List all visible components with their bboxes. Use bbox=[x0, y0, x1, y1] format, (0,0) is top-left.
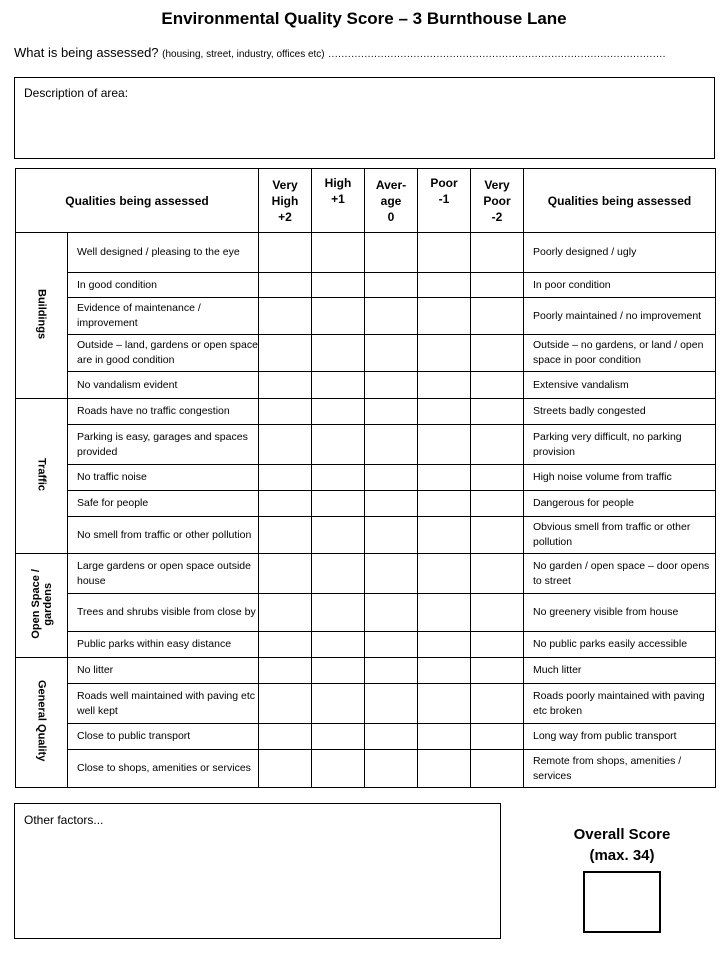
table-row bbox=[16, 273, 716, 298]
score-col-poor: Poor -1 bbox=[418, 169, 471, 233]
score-col-very-high: Very High +2 bbox=[259, 169, 312, 233]
score-col-average: Aver- age 0 bbox=[365, 169, 418, 233]
table-row bbox=[16, 750, 716, 788]
table-row bbox=[16, 425, 716, 465]
score-cell[interactable] bbox=[365, 233, 418, 273]
score-cell[interactable] bbox=[471, 594, 524, 632]
score-cell[interactable] bbox=[312, 298, 365, 335]
negative-quality: In poor condition bbox=[524, 273, 716, 298]
score-cell[interactable] bbox=[418, 750, 471, 788]
score-col-high: High +1 bbox=[312, 169, 365, 233]
score-cell[interactable] bbox=[418, 233, 471, 273]
positive-quality: Well designed / pleasing to the eye bbox=[68, 233, 259, 273]
score-cell[interactable] bbox=[259, 465, 312, 491]
score-cell[interactable] bbox=[259, 335, 312, 372]
page-title: Environmental Quality Score – 3 Burnthouse Lane bbox=[161, 9, 567, 28]
score-cell[interactable] bbox=[259, 632, 312, 658]
negative-quality: Poorly maintained / no improvement bbox=[524, 298, 716, 335]
positive-quality: No litter bbox=[68, 658, 259, 684]
score-cell[interactable] bbox=[471, 517, 524, 554]
score-cell[interactable] bbox=[312, 684, 365, 724]
score-col-very-poor: Very Poor -2 bbox=[471, 169, 524, 233]
score-cell[interactable] bbox=[365, 684, 418, 724]
score-cell[interactable] bbox=[471, 658, 524, 684]
score-cell[interactable] bbox=[418, 632, 471, 658]
score-cell[interactable] bbox=[259, 594, 312, 632]
negative-quality: Much litter bbox=[524, 658, 716, 684]
negative-quality: No garden / open space – door opens to street bbox=[524, 554, 716, 594]
score-cell[interactable] bbox=[471, 554, 524, 594]
score-cell[interactable] bbox=[312, 372, 365, 399]
score-cell[interactable] bbox=[259, 298, 312, 335]
negative-quality: Parking very difficult, no parking provision bbox=[524, 425, 716, 465]
score-cell[interactable] bbox=[365, 750, 418, 788]
score-cell[interactable] bbox=[312, 465, 365, 491]
other-factors-box[interactable] bbox=[14, 803, 501, 939]
score-cell[interactable] bbox=[418, 554, 471, 594]
negative-quality: No public parks easily accessible bbox=[524, 632, 716, 658]
score-cell[interactable] bbox=[471, 465, 524, 491]
overall-score-max: (max. 34) bbox=[589, 847, 655, 864]
score-cell[interactable] bbox=[471, 425, 524, 465]
category-label: Open Space / gardens bbox=[29, 569, 54, 639]
negative-quality: Long way from public transport bbox=[524, 724, 716, 750]
score-cell[interactable] bbox=[418, 298, 471, 335]
score-cell[interactable] bbox=[365, 517, 418, 554]
score-cell[interactable] bbox=[365, 335, 418, 372]
table-row bbox=[16, 594, 716, 632]
category-buildings bbox=[16, 233, 68, 399]
score-cell[interactable] bbox=[418, 399, 471, 425]
table-row bbox=[16, 554, 716, 594]
score-cell[interactable] bbox=[365, 658, 418, 684]
negative-quality: Outside – no gardens, or land / open space in poor condition bbox=[524, 335, 716, 372]
score-cell[interactable] bbox=[312, 399, 365, 425]
category-open-space bbox=[16, 554, 68, 658]
score-cell[interactable] bbox=[471, 233, 524, 273]
score-cell[interactable] bbox=[418, 372, 471, 399]
score-cell[interactable] bbox=[471, 632, 524, 658]
category-label: Traffic bbox=[35, 457, 48, 491]
assessed-fill-line[interactable]: ....................................................................................................... bbox=[328, 49, 666, 60]
score-cell[interactable] bbox=[259, 491, 312, 517]
negative-quality: Streets badly congested bbox=[524, 399, 716, 425]
score-cell[interactable] bbox=[259, 684, 312, 724]
score-cell[interactable] bbox=[471, 750, 524, 788]
table-row bbox=[16, 298, 716, 335]
score-cell[interactable] bbox=[365, 491, 418, 517]
table-header-row bbox=[16, 169, 716, 233]
positive-quality: In good condition bbox=[68, 273, 259, 298]
score-cell[interactable] bbox=[312, 750, 365, 788]
negative-quality: Remote from shops, amenities / services bbox=[524, 750, 716, 788]
positive-quality: Safe for people bbox=[68, 491, 259, 517]
score-cell[interactable] bbox=[365, 632, 418, 658]
score-cell[interactable] bbox=[312, 517, 365, 554]
positive-quality: No vandalism evident bbox=[68, 372, 259, 399]
score-cell[interactable] bbox=[471, 491, 524, 517]
positive-quality: Parking is easy, garages and spaces provided bbox=[68, 425, 259, 465]
assessed-label: What is being assessed? bbox=[14, 45, 159, 60]
score-cell[interactable] bbox=[418, 335, 471, 372]
score-cell[interactable] bbox=[471, 372, 524, 399]
score-cell[interactable] bbox=[471, 273, 524, 298]
assessment-subject-line bbox=[14, 45, 714, 60]
table-row bbox=[16, 399, 716, 425]
negative-quality: No greenery visible from house bbox=[524, 594, 716, 632]
overall-score-box[interactable] bbox=[583, 871, 661, 933]
score-cell[interactable] bbox=[312, 233, 365, 273]
score-cell[interactable] bbox=[418, 465, 471, 491]
category-general-quality bbox=[16, 658, 68, 788]
score-cell[interactable] bbox=[365, 372, 418, 399]
negative-quality: Extensive vandalism bbox=[524, 372, 716, 399]
score-cell[interactable] bbox=[259, 372, 312, 399]
positive-quality: Trees and shrubs visible from close by bbox=[68, 594, 259, 632]
positive-quality: Public parks within easy distance bbox=[68, 632, 259, 658]
table-row bbox=[16, 724, 716, 750]
score-cell[interactable] bbox=[365, 298, 418, 335]
positive-quality: Roads well maintained with paving etc well kept bbox=[68, 684, 259, 724]
score-cell[interactable] bbox=[365, 273, 418, 298]
score-cell[interactable] bbox=[259, 658, 312, 684]
score-cell[interactable] bbox=[418, 684, 471, 724]
assessed-hint: (housing, street, industry, offices etc) bbox=[162, 49, 325, 60]
score-cell[interactable] bbox=[259, 554, 312, 594]
table-row bbox=[16, 465, 716, 491]
score-cell[interactable] bbox=[471, 335, 524, 372]
score-cell[interactable] bbox=[365, 425, 418, 465]
score-cell[interactable] bbox=[418, 724, 471, 750]
table-row bbox=[16, 491, 716, 517]
score-cell[interactable] bbox=[312, 335, 365, 372]
negative-quality: Poorly designed / ugly bbox=[524, 233, 716, 273]
category-label: Buildings bbox=[35, 288, 48, 340]
table-row bbox=[16, 233, 716, 273]
description-label: Description of area: bbox=[24, 86, 129, 100]
score-cell[interactable] bbox=[365, 554, 418, 594]
score-cell[interactable] bbox=[259, 399, 312, 425]
score-cell[interactable] bbox=[312, 724, 365, 750]
score-cell[interactable] bbox=[418, 273, 471, 298]
score-cell[interactable] bbox=[259, 724, 312, 750]
negative-quality: Roads poorly maintained with paving etc broken bbox=[524, 684, 716, 724]
overall-score-title bbox=[552, 824, 692, 866]
score-cell[interactable] bbox=[312, 273, 365, 298]
positive-quality: Outside – land, gardens or open space are in good condition bbox=[68, 335, 259, 372]
left-qualities-header: Qualities being assessed bbox=[16, 169, 259, 233]
other-factors-label: Other factors... bbox=[24, 813, 104, 827]
table-row bbox=[16, 684, 716, 724]
score-cell[interactable] bbox=[365, 465, 418, 491]
positive-quality: Close to shops, amenities or services bbox=[68, 750, 259, 788]
negative-quality: Obvious smell from traffic or other pollution bbox=[524, 517, 716, 554]
score-cell[interactable] bbox=[259, 750, 312, 788]
score-cell[interactable] bbox=[312, 594, 365, 632]
positive-quality: No smell from traffic or other pollution bbox=[68, 517, 259, 554]
table-row bbox=[16, 658, 716, 684]
positive-quality: Roads have no traffic congestion bbox=[68, 399, 259, 425]
positive-quality: Evidence of maintenance / improvement bbox=[68, 298, 259, 335]
overall-score-label: Overall Score bbox=[573, 826, 671, 843]
score-cell[interactable] bbox=[259, 233, 312, 273]
score-cell[interactable] bbox=[259, 517, 312, 554]
score-cell[interactable] bbox=[418, 594, 471, 632]
negative-quality: Dangerous for people bbox=[524, 491, 716, 517]
right-qualities-header: Qualities being assessed bbox=[524, 169, 716, 233]
table-row bbox=[16, 372, 716, 399]
score-cell[interactable] bbox=[312, 554, 365, 594]
positive-quality: Close to public transport bbox=[68, 724, 259, 750]
positive-quality: Large gardens or open space outside house bbox=[68, 554, 259, 594]
score-cell[interactable] bbox=[418, 517, 471, 554]
score-cell[interactable] bbox=[471, 399, 524, 425]
score-cell[interactable] bbox=[418, 658, 471, 684]
score-cell[interactable] bbox=[471, 724, 524, 750]
score-cell[interactable] bbox=[259, 425, 312, 465]
score-cell[interactable] bbox=[471, 298, 524, 335]
score-cell[interactable] bbox=[312, 658, 365, 684]
score-cell[interactable] bbox=[418, 425, 471, 465]
category-traffic bbox=[16, 399, 68, 554]
score-cell[interactable] bbox=[312, 632, 365, 658]
score-cell[interactable] bbox=[365, 724, 418, 750]
positive-quality: No traffic noise bbox=[68, 465, 259, 491]
score-cell[interactable] bbox=[418, 491, 471, 517]
table-row bbox=[16, 632, 716, 658]
table-row bbox=[16, 517, 716, 554]
table-row bbox=[16, 335, 716, 372]
assessment-table bbox=[15, 168, 716, 788]
score-cell[interactable] bbox=[259, 273, 312, 298]
score-cell[interactable] bbox=[365, 594, 418, 632]
score-cell[interactable] bbox=[471, 684, 524, 724]
category-label: General Quality bbox=[35, 680, 48, 762]
score-cell[interactable] bbox=[312, 425, 365, 465]
score-cell[interactable] bbox=[365, 399, 418, 425]
negative-quality: High noise volume from traffic bbox=[524, 465, 716, 491]
score-cell[interactable] bbox=[312, 491, 365, 517]
description-box[interactable] bbox=[14, 77, 715, 159]
